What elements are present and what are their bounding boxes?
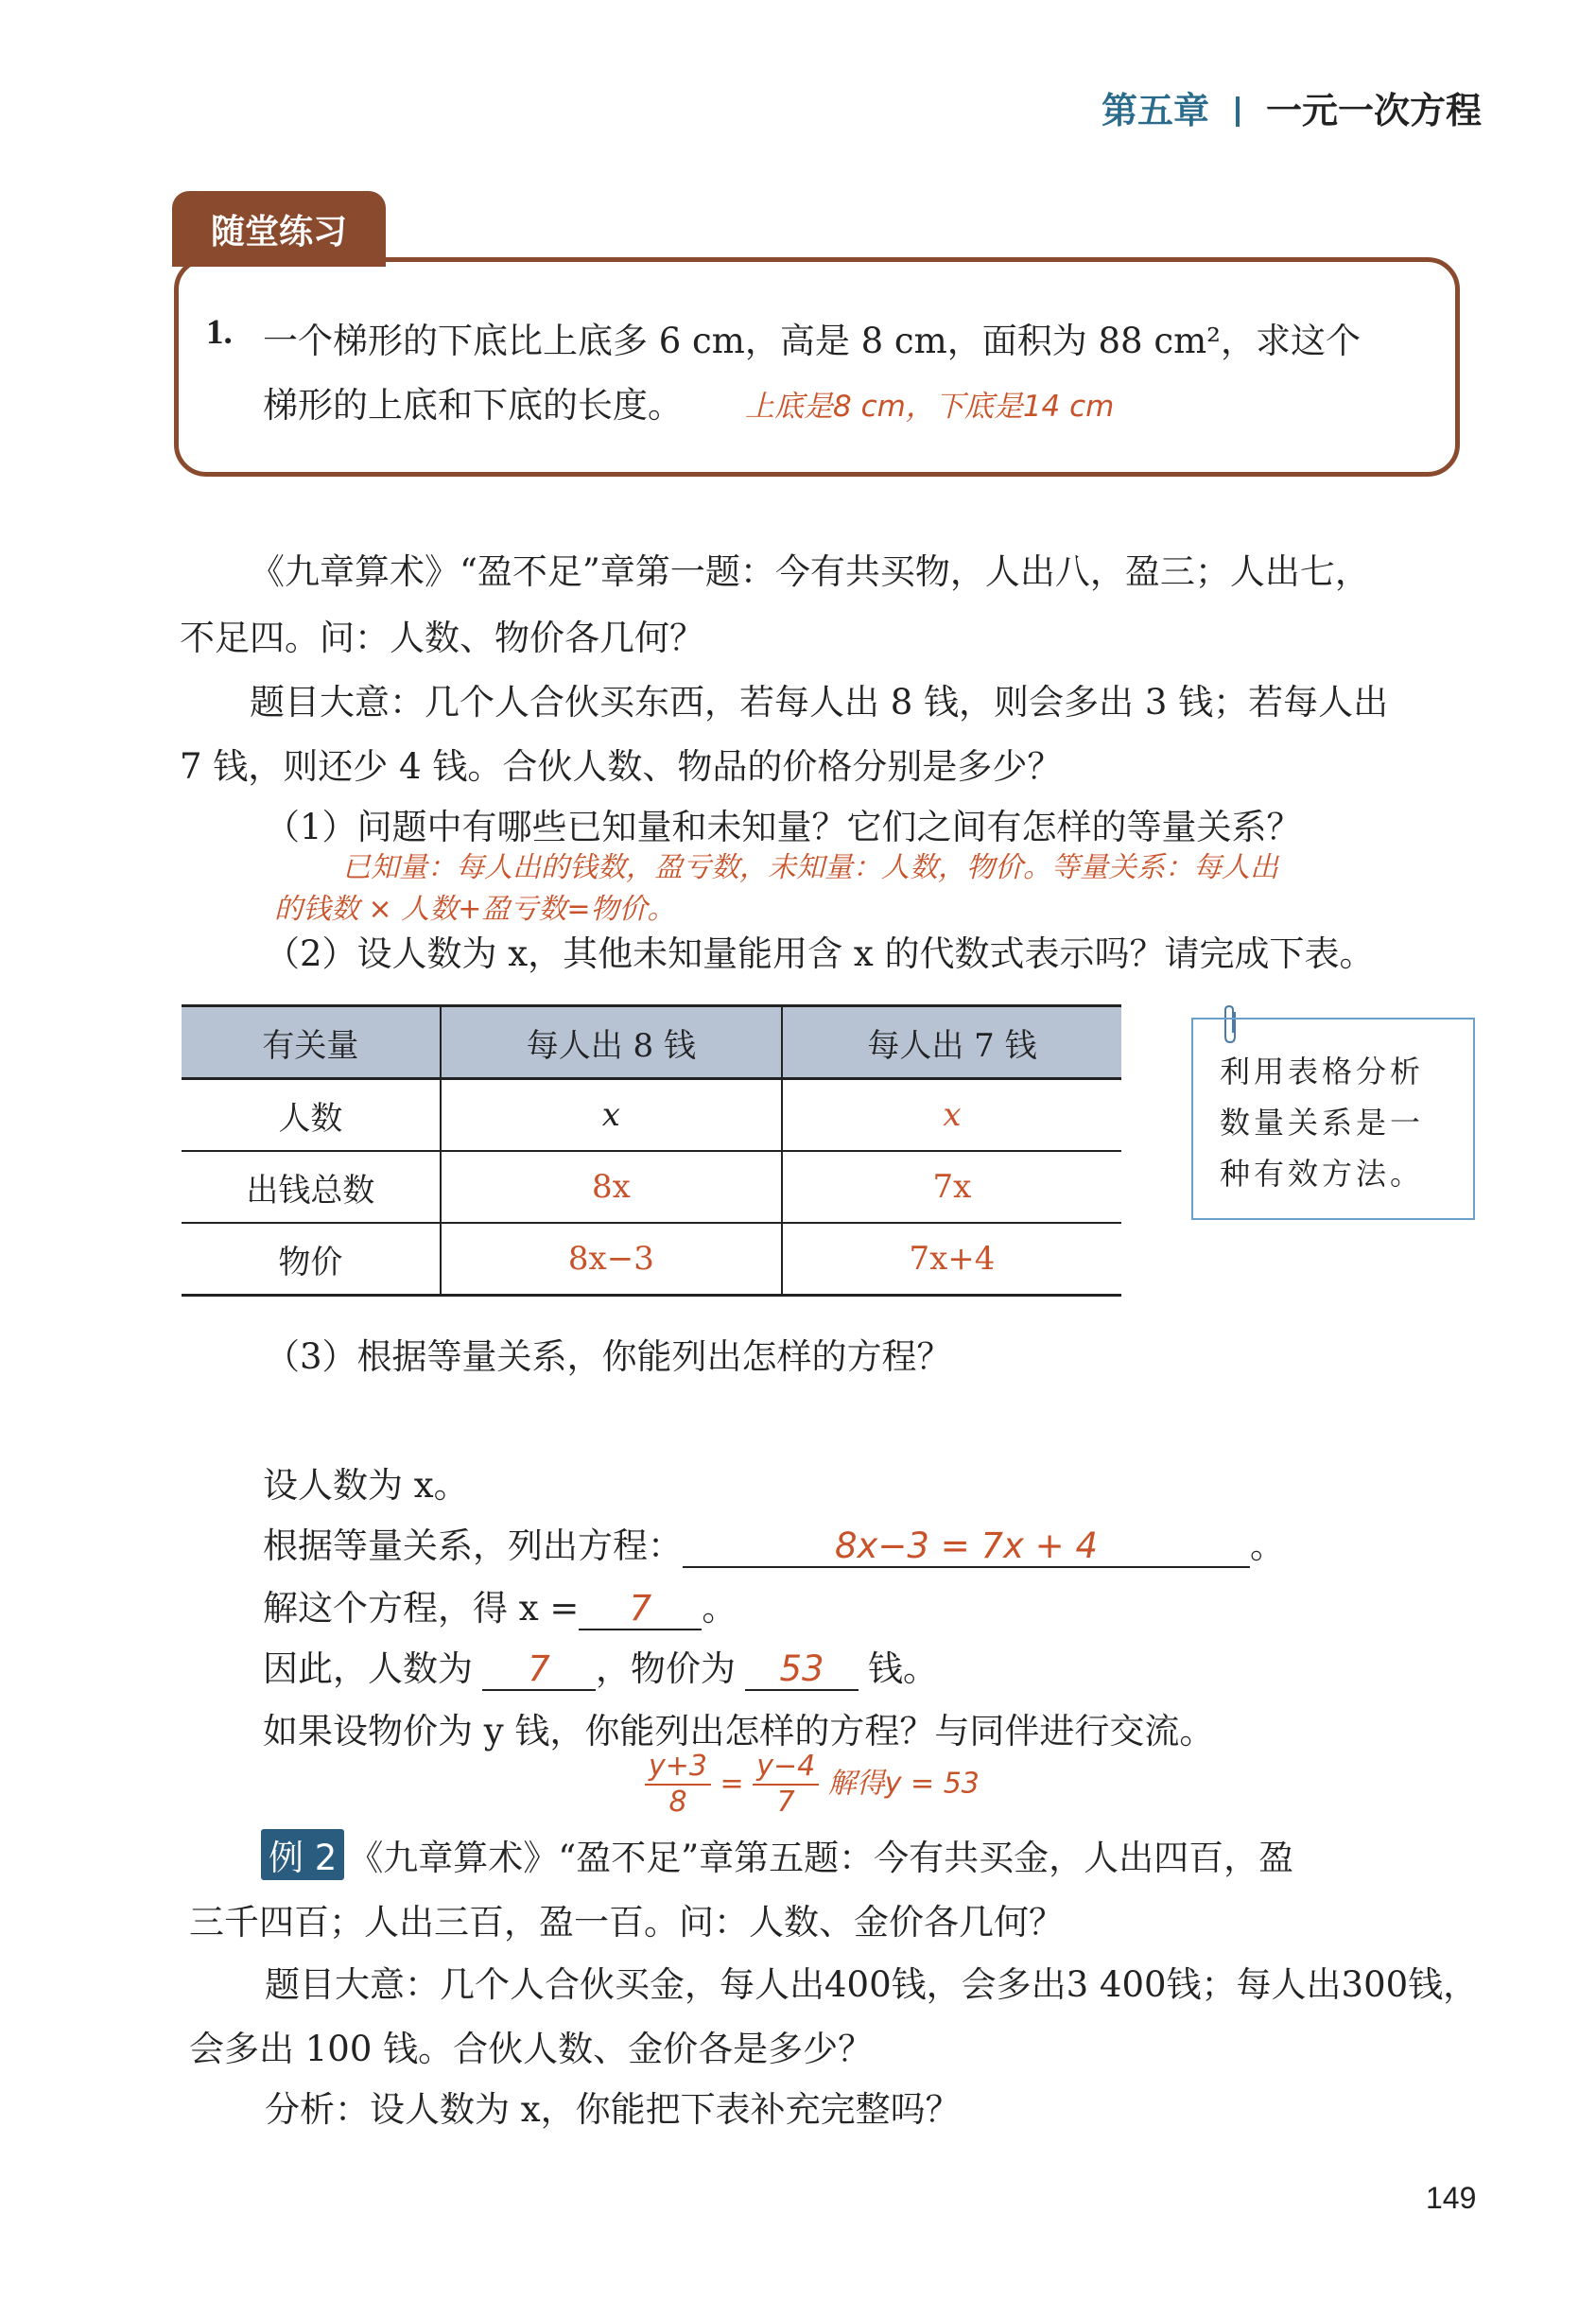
- table-cell: x: [782, 1079, 1121, 1152]
- people-answer: 7: [528, 1648, 550, 1689]
- example-2-line-2: 三千四百；人出三百，盈一百。问：人数、金价各几何？: [189, 1902, 1064, 1943]
- table-cell: 7x+4: [782, 1223, 1121, 1296]
- side-note-line: 种有效方法。: [1220, 1156, 1425, 1192]
- quantity-table: [182, 1004, 1121, 1297]
- step-3: [263, 1579, 737, 1630]
- practice-box: [174, 257, 1460, 477]
- price-answer: 53: [779, 1648, 824, 1689]
- step-5: 如果设物价为 y 钱，你能列出怎样的方程？与同伴进行交流。: [263, 1711, 1215, 1752]
- step-1: 设人数为 x。: [263, 1465, 469, 1506]
- equation-result: 解得y = 53: [827, 1767, 980, 1801]
- example-badge: 例 2: [261, 1829, 344, 1880]
- example-2-analysis: 分析：设人数为 x，你能把下表补充完整吗？: [265, 2089, 961, 2130]
- practice-line-1: 一个梯形的下底比上底多 6 cm，高是 8 cm，面积为 88 cm²，求这个: [263, 321, 1361, 361]
- problem-line-1: 《九章算术》“盈不足”章第一题：今有共买物，人出八，盈三；人出七，: [250, 551, 1370, 592]
- equation-blank: [683, 1525, 1250, 1568]
- side-note: [1191, 1018, 1475, 1220]
- table-row-label: 物价: [182, 1223, 441, 1296]
- table-header-cell: 每人出 7 钱: [782, 1006, 1121, 1079]
- equals-sign: =: [720, 1767, 744, 1801]
- answer-1-line-2: 的钱数 × 人数+盈亏数=物价。: [274, 893, 676, 926]
- numerator-2: y−4: [753, 1750, 819, 1786]
- step-2: [263, 1517, 1285, 1568]
- practice-tab: 随堂练习: [172, 191, 386, 267]
- example-2-line-1: [261, 1829, 1293, 1880]
- step-4: [263, 1640, 938, 1691]
- meaning-line-2: 7 钱，则还少 4 钱。合伙人数、物品的价格分别是多少？: [180, 746, 1063, 787]
- step-4-prefix: 因此，人数为: [263, 1648, 473, 1689]
- table-row-label: 出钱总数: [182, 1151, 441, 1223]
- step-4-suffix: 钱。: [868, 1648, 938, 1689]
- chapter-title: 一元一次方程: [1266, 90, 1483, 131]
- table-cell: 7x: [782, 1151, 1121, 1223]
- side-note-line: 数量关系是一: [1220, 1105, 1425, 1141]
- x-answer: 7: [629, 1588, 652, 1629]
- table-cell: x: [441, 1079, 782, 1152]
- chapter-header: [1102, 81, 1482, 133]
- chapter-number: 第五章: [1102, 90, 1210, 131]
- price-blank: [745, 1648, 859, 1691]
- step-3-suffix: 。: [702, 1588, 737, 1629]
- table-cell: 8x: [441, 1151, 782, 1223]
- question-3: （3）根据等量关系，你能列出怎样的方程？: [265, 1336, 952, 1377]
- practice-answer: 上底是8 cm，下底是14 cm: [745, 390, 1115, 424]
- fraction-2: [753, 1750, 819, 1820]
- practice-line-2: 梯形的上底和下底的长度。: [263, 385, 683, 426]
- step-4-mid: ，物价为: [596, 1648, 736, 1689]
- step-3-prefix: 解这个方程，得 x =: [263, 1588, 580, 1629]
- denominator-2: 7: [776, 1786, 795, 1819]
- numerator-1: y+3: [645, 1750, 711, 1786]
- header-separator: [1236, 96, 1240, 127]
- table-row-label: 人数: [182, 1079, 441, 1152]
- step-2-suffix: 。: [1250, 1525, 1285, 1566]
- y-equation: [645, 1750, 980, 1820]
- question-1: （1）问题中有哪些已知量和未知量？它们之间有怎样的等量关系？: [265, 807, 1302, 847]
- fraction-1: [645, 1750, 711, 1820]
- practice-item-number: 1.: [206, 313, 233, 352]
- meaning-line-1: 题目大意：几个人合伙买东西，若每人出 8 钱，则会多出 3 钱；若每人出: [250, 682, 1389, 723]
- step-2-prefix: 根据等量关系，列出方程：: [263, 1525, 683, 1566]
- table-row: [182, 1223, 1121, 1296]
- table-cell: 8x−3: [441, 1223, 782, 1296]
- table-header-cell: 每人出 8 钱: [441, 1006, 782, 1079]
- people-blank: [482, 1648, 596, 1691]
- example-2-text: 《九章算术》“盈不足”章第五题：今有共买金，人出四百，盈: [348, 1838, 1294, 1878]
- page-number: 149: [1426, 2181, 1477, 2215]
- example-2-meaning-2: 会多出 100 钱。合伙人数、金价各是多少？: [189, 2029, 874, 2069]
- question-2: （2）设人数为 x，其他未知量能用含 x 的代数式表示吗？请完成下表。: [265, 933, 1375, 974]
- table-header-row: [182, 1006, 1121, 1079]
- table-row: [182, 1151, 1121, 1223]
- denominator-1: 8: [668, 1786, 687, 1819]
- problem-line-2: 不足四。问：人数、物价各几何？: [180, 618, 704, 658]
- answer-1-line-1: 已知量：每人出的钱数，盈亏数，未知量：人数，物价。等量关系：每人出: [342, 851, 1278, 884]
- table-header-cell: 有关量: [182, 1006, 441, 1079]
- table-row: [182, 1079, 1121, 1152]
- equation-answer: 8x−3 = 7x + 4: [834, 1525, 1098, 1566]
- example-2-meaning-1: 题目大意：几个人合伙买金，每人出400钱，会多出3 400钱；每人出300钱，: [265, 1964, 1479, 2005]
- side-note-line: 利用表格分析: [1220, 1054, 1425, 1089]
- x-blank: [579, 1588, 702, 1630]
